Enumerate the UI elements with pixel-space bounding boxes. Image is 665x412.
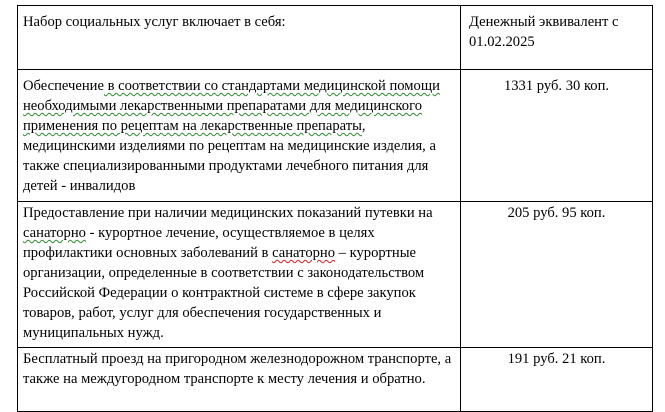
amount-cell: 1331 руб. 30 коп. xyxy=(461,70,653,202)
table-row xyxy=(18,202,653,348)
service-description-cell xyxy=(18,70,461,202)
social-services-table xyxy=(17,5,653,412)
header-service-cell: Набор социальных услуг включает в себя: xyxy=(18,6,461,70)
service-description-cell: Бесплатный проезд на пригородном железнодорожном транспорте, а также на междугородном транспорте к месту лечения и обратно. xyxy=(18,348,461,412)
service-text-flagged: в соответствии со стандартами медицинской помощи необходимыми лекарственными препаратами для медицинского применения по рецептам на лекарственные препараты xyxy=(23,78,440,134)
service-text: , медицинскими изделиями по рецептам на медицинские изделия, а также специализированными продуктами лечебного питания для детей - инвалидов xyxy=(23,118,436,194)
service-text: - курортное лечение, осуществляемое в целях профилактики основных заболеваний в xyxy=(23,225,375,261)
service-text-flagged: санаторно xyxy=(272,245,336,261)
amount-cell: 191 руб. 21 коп. xyxy=(461,348,653,412)
header-amount-cell: Денежный эквивалент с 01.02.2025 xyxy=(461,6,653,70)
service-text: – курортные организации, определенные в соответствии с законодательством Российской Федерации о контрактной системе в сфере закупок товаров, работ, услуг для обеспечения государственных и муниципальных нужд. xyxy=(23,245,425,341)
service-text: Обеспечение xyxy=(23,78,104,94)
service-text-flagged: санаторно xyxy=(23,225,86,241)
table-row xyxy=(18,70,653,202)
amount-cell: 205 руб. 95 коп. xyxy=(461,202,653,348)
table-row xyxy=(18,348,653,412)
service-description-cell xyxy=(18,202,461,348)
service-text: Предоставление при наличии медицинских показаний путевки на xyxy=(23,205,433,221)
table-header-row xyxy=(18,6,653,70)
